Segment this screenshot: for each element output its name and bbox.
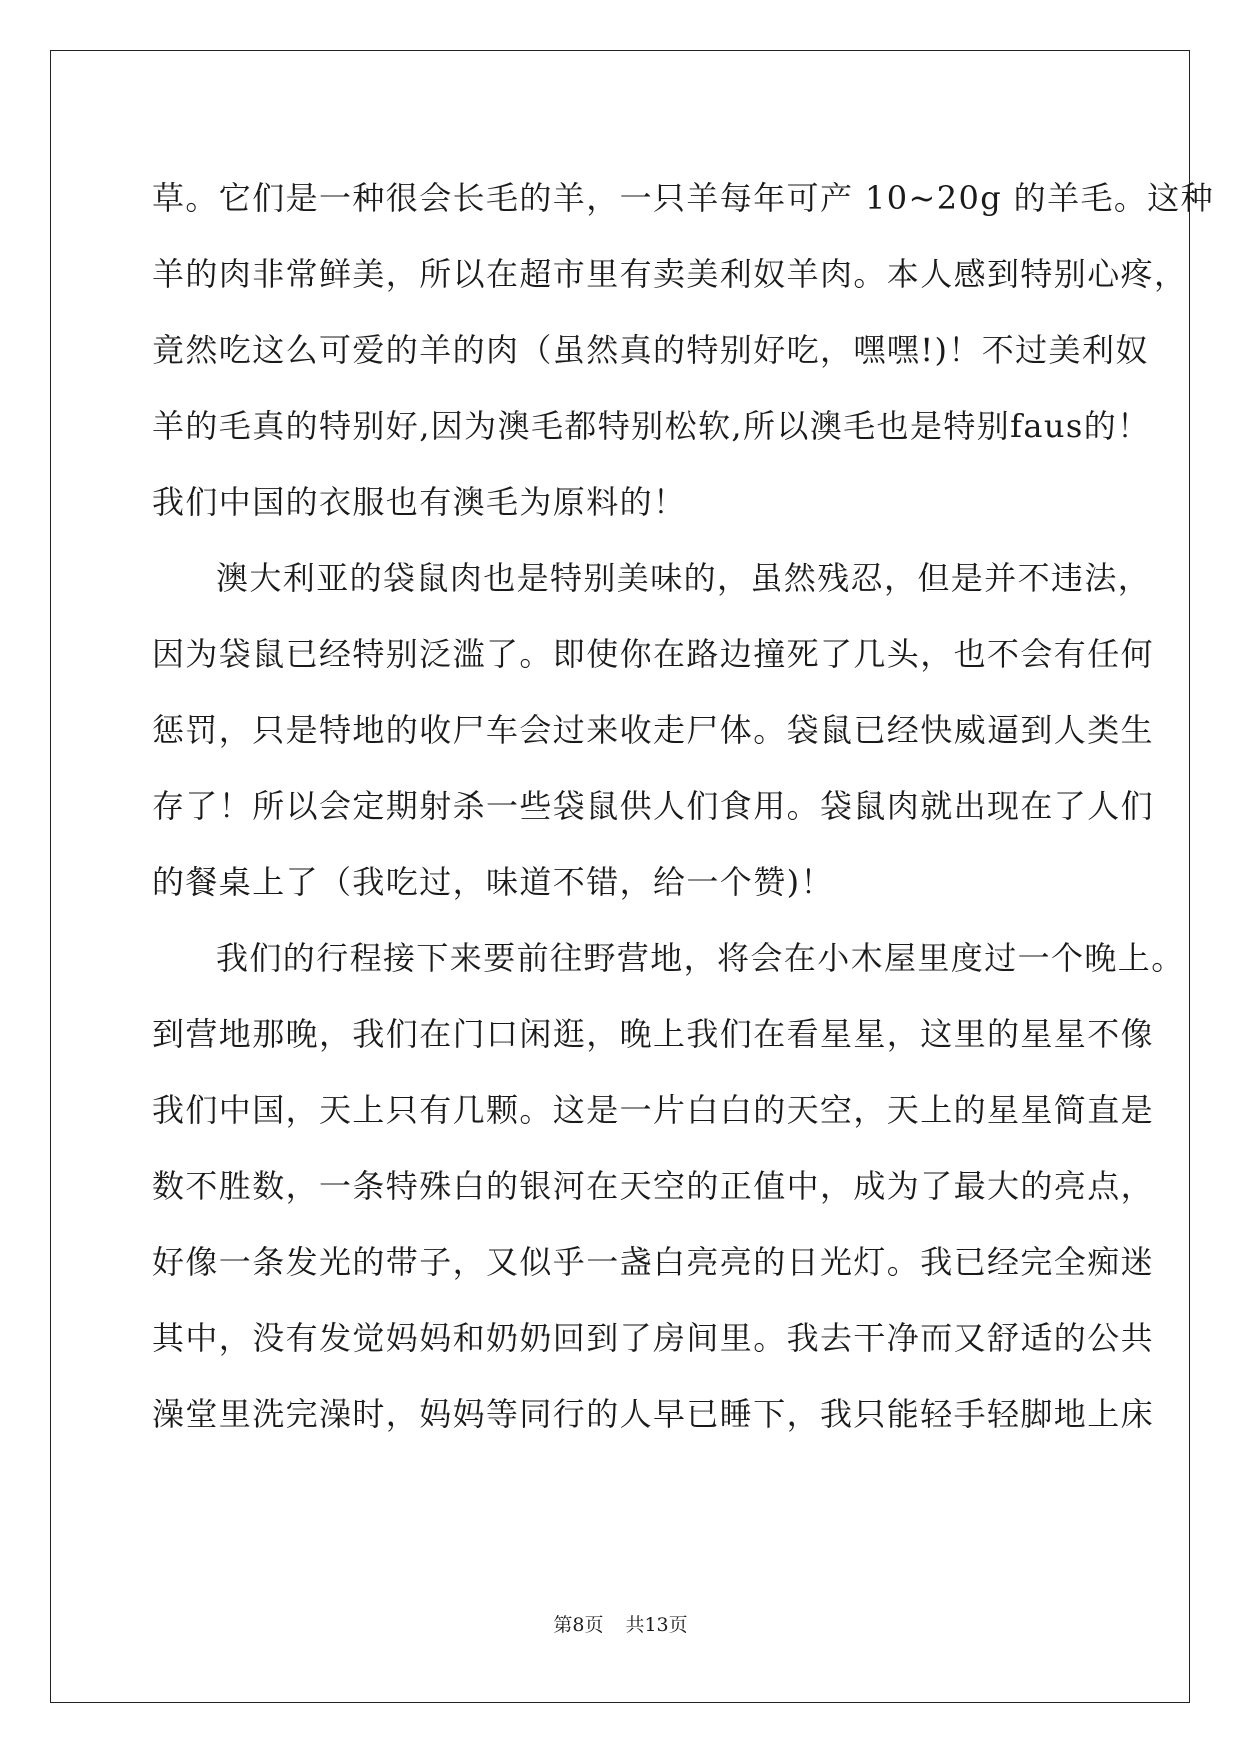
text-line: 澡堂里洗完澡时，妈妈等同行的人早已睡下，我只能轻手轻脚地上床	[152, 1395, 1155, 1433]
total-page-count: 共13页	[625, 1614, 688, 1636]
text-line: 好像一条发光的带子，又似乎一盏白亮亮的日光灯。我已经完全痴迷	[152, 1243, 1155, 1281]
page-footer	[0, 1610, 1241, 1637]
text-line: 竟然吃这么可爱的羊的肉（虽然真的特别好吃，嘿嘿!)！不过美利奴	[152, 331, 1149, 369]
text-line: 到营地那晚，我们在门口闲逛，晚上我们在看星星，这里的星星不像	[152, 1015, 1155, 1053]
text-line: 惩罚，只是特地的收尸车会过来收走尸体。袋鼠已经快威逼到人类生	[152, 711, 1155, 749]
text-line: 羊的毛真的特别好,因为澳毛都特别松软,所以澳毛也是特别faus的！	[152, 407, 1151, 445]
text-line: 因为袋鼠已经特别泛滥了。即使你在路边撞死了几头，也不会有任何	[152, 635, 1155, 673]
text-line: 草。它们是一种很会长毛的羊，一只羊每年可产 10~20g 的羊毛。这种	[152, 179, 1215, 217]
text-line: 的餐桌上了（我吃过，味道不错，给一个赞)！	[152, 863, 834, 901]
current-page-number: 第8页	[553, 1614, 604, 1636]
document-body	[152, 160, 1215, 1452]
text-line: 澳大利亚的袋鼠肉也是特别美味的，虽然残忍，但是并不违法，	[216, 559, 1152, 597]
text-line: 我们中国，天上只有几颗。这是一片白白的天空，天上的星星简直是	[152, 1091, 1155, 1129]
text-line: 其中，没有发觉妈妈和奶奶回到了房间里。我去干净而又舒适的公共	[152, 1319, 1155, 1357]
text-line: 我们的行程接下来要前往野营地，将会在小木屋里度过一个晚上。	[216, 939, 1185, 977]
text-line: 存了！所以会定期射杀一些袋鼠供人们食用。袋鼠肉就出现在了人们	[152, 787, 1155, 825]
text-line: 我们中国的衣服也有澳毛为原料的！	[152, 483, 687, 521]
text-line: 数不胜数，一条特殊白的银河在天空的正值中，成为了最大的亮点，	[152, 1167, 1155, 1205]
text-line: 羊的肉非常鲜美，所以在超市里有卖美利奴羊肉。本人感到特别心疼，	[152, 255, 1188, 293]
